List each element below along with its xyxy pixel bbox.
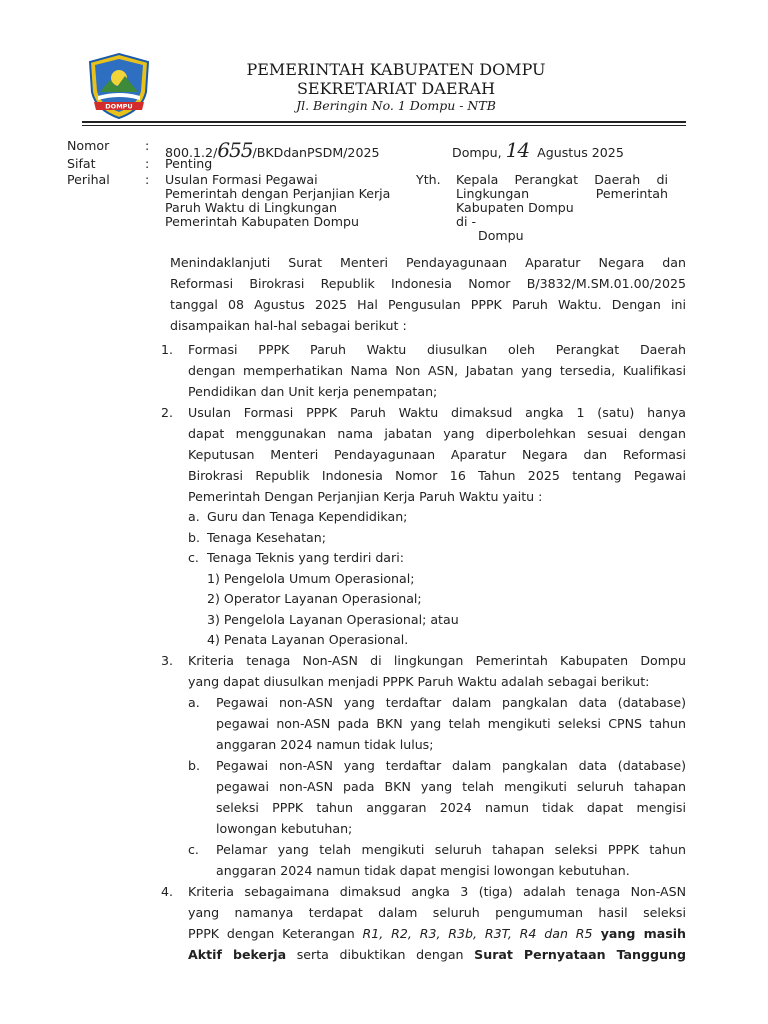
colon: : — [145, 156, 150, 171]
nomor-value: 800.1.2/655/BKDdanPSDM/2025 — [165, 138, 380, 162]
sifat-label: Sifat — [67, 156, 96, 171]
sub-line: pegawai non-ASN pada BKN yang telah mengikuti seluruh tahapan — [216, 779, 686, 794]
item-number: 4. — [161, 884, 174, 899]
letterhead-rule-thin — [82, 125, 686, 126]
item-line: Kriteria sebagaimana dimaksud angka 3 (tiga) adalah tenaga Non-ASN — [188, 884, 686, 899]
perihal-label: Perihal — [67, 172, 110, 187]
item-line: dapat menggunakan nama jabatan yang diperbolehkan sesuai dengan — [188, 426, 686, 441]
item-line: yang dapat diusulkan menjadi PPPK Paruh Waktu adalah sebagai berikut: — [188, 674, 650, 689]
intro-line: Reformasi Birokrasi Republik Indonesia Nomor B/3832/M.SM.01.00/2025 — [170, 276, 686, 291]
letterhead-rule-thick — [82, 121, 686, 123]
recipient-line: di - — [456, 214, 477, 229]
sub-letter: a. — [188, 695, 200, 710]
recipient-line: Kepala Perangkat Daerah di — [456, 172, 668, 187]
sub-line: seleksi PPPK tahun anggaran 2024 namun tidak dapat mengisi — [216, 800, 686, 815]
date-handwritten: 14 — [505, 138, 530, 162]
colon: : — [145, 172, 150, 187]
nomor-label: Nomor — [67, 138, 110, 153]
sub-letter: b. — [188, 758, 200, 773]
sub-sub-item: 1) Pengelola Umum Operasional; — [207, 571, 415, 586]
sifat-value: Penting — [165, 156, 213, 171]
yth-label: Yth. — [416, 172, 441, 187]
sub-letter: c. — [188, 842, 199, 857]
letter-date: Dompu, 14 Agustus 2025 — [452, 138, 624, 162]
sub-item: Tenaga Kesehatan; — [207, 530, 326, 545]
sub-line: lowongan kebutuhan; — [216, 821, 353, 836]
item-line: PPPK dengan Keterangan R1, R2, R3, R3b, R3T, R4 dan R5 yang masih — [188, 926, 686, 941]
sub-sub-item: 3) Pengelola Layanan Operasional; atau — [207, 612, 459, 627]
sub-line: Pelamar yang telah mengikuti seluruh tahapan seleksi PPPK tahun — [216, 842, 686, 857]
perihal-line: Pemerintah Kabupaten Dompu — [165, 214, 359, 229]
bold-phrase: yang masih — [592, 926, 686, 941]
item-line: Formasi PPPK Paruh Waktu diusulkan oleh Perangkat Daerah — [188, 342, 686, 357]
sub-sub-item: 4) Penata Layanan Operasional. — [207, 632, 409, 647]
perihal-line: Pemerintah dengan Perjanjian Kerja — [165, 186, 391, 201]
intro-line: tanggal 08 Agustus 2025 Hal Pengusulan PPPK Paruh Waktu. Dengan ini — [170, 297, 686, 312]
bold-phrase: Aktif bekerja — [188, 947, 287, 962]
keterangan-codes: R1, R2, R3, R3b, R3T, R4 dan R5 — [362, 926, 593, 941]
recipient-line: Kabupaten Dompu — [456, 200, 574, 215]
item-number: 3. — [161, 653, 174, 668]
item-line: Usulan Formasi PPPK Paruh Waktu dimaksud angka 1 (satu) hanya — [188, 405, 686, 420]
letterhead-subtitle: SEKRETARIAT DAERAH — [296, 79, 496, 98]
item-number: 2. — [161, 405, 174, 420]
intro-line: disampaikan hal-hal sebagai berikut : — [170, 318, 407, 333]
item-line: Kriteria tenaga Non-ASN di lingkungan Pemerintah Kabupaten Dompu — [188, 653, 686, 668]
letterhead-address: Jl. Beringin No. 1 Dompu - NTB — [296, 98, 496, 113]
item-line: Keputusan Menteri Pendayagunaan Aparatur Negara dan Reformasi — [188, 447, 686, 462]
perihal-line: Usulan Formasi Pegawai — [165, 172, 318, 187]
sub-sub-item: 2) Operator Layanan Operasional; — [207, 591, 422, 606]
item-line: dengan memperhatikan Nama Non ASN, Jabatan yang tersedia, Kualifikasi — [188, 363, 686, 378]
item-line: yang namanya terdapat dalam seluruh pengumuman hasil seleksi — [188, 905, 686, 920]
sub-line: pegawai non-ASN pada BKN yang telah mengikuti seleksi CPNS tahun — [216, 716, 686, 731]
bold-phrase: Surat Pernyataan Tanggung — [474, 947, 686, 962]
sub-line: anggaran 2024 namun tidak lulus; — [216, 737, 434, 752]
item-line: Aktif bekerja serta dibuktikan dengan Surat Pernyataan Tanggung — [188, 947, 686, 962]
sub-line: Pegawai non-ASN yang terdaftar dalam pangkalan data (database) — [216, 758, 686, 773]
svg-text:DOMPU: DOMPU — [105, 102, 133, 111]
sub-line: Pegawai non-ASN yang terdaftar dalam pangkalan data (database) — [216, 695, 686, 710]
sub-letter: a. — [188, 509, 200, 524]
sub-letter: c. — [188, 550, 199, 565]
sub-item: Guru dan Tenaga Kependidikan; — [207, 509, 408, 524]
intro-line: Menindaklanjuti Surat Menteri Pendayagunaan Aparatur Negara dan — [170, 255, 686, 270]
letterhead-title: PEMERINTAH KABUPATEN DOMPU — [246, 60, 546, 79]
nomor-handwritten: 655 — [217, 138, 253, 162]
recipient-line: Lingkungan Pemerintah — [456, 186, 668, 201]
sub-item: Tenaga Teknis yang terdiri dari: — [207, 550, 404, 565]
colon: : — [145, 138, 150, 153]
sub-line: anggaran 2024 namun tidak dapat mengisi lowongan kebutuhan. — [216, 863, 630, 878]
item-line: Birokrasi Republik Indonesia Nomor 16 Tahun 2025 tentang Pegawai — [188, 468, 686, 483]
sub-letter: b. — [188, 530, 200, 545]
item-number: 1. — [161, 342, 174, 357]
recipient-city: Dompu — [478, 228, 524, 243]
item-line: Pendidikan dan Unit kerja penempatan; — [188, 384, 438, 399]
item-line: Pemerintah Dengan Perjanjian Kerja Paruh Waktu yaitu : — [188, 489, 543, 504]
perihal-line: Paruh Waktu di Lingkungan — [165, 200, 338, 215]
